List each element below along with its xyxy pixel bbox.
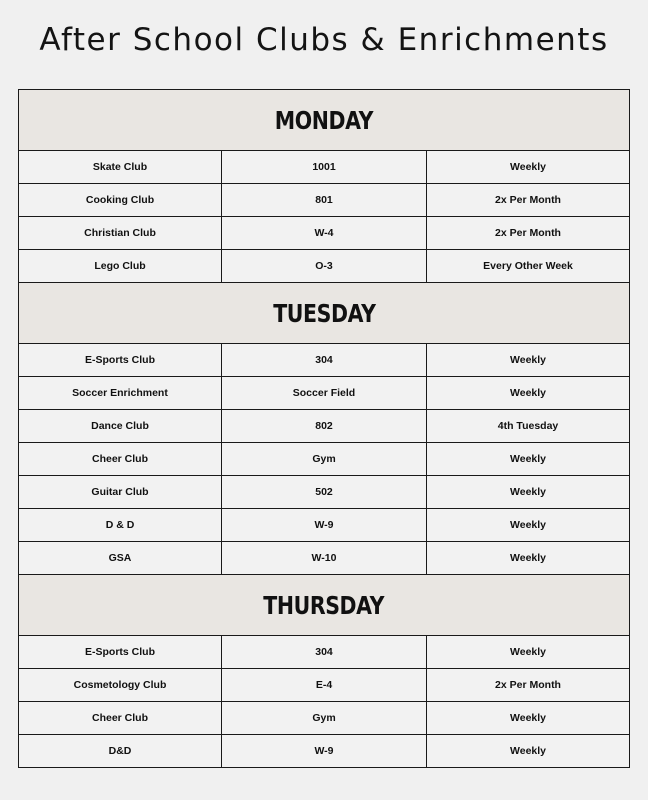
club-room: 304 [222,344,427,377]
club-room: Soccer Field [222,377,427,410]
day-header-cell [19,283,630,344]
club-frequency: Weekly [427,542,630,575]
table-row [19,542,630,575]
table-row [19,410,630,443]
day-header-cell [19,90,630,151]
club-room: Gym [222,443,427,476]
club-frequency: 2x Per Month [427,669,630,702]
club-name: Cheer Club [19,443,222,476]
club-name: D & D [19,509,222,542]
club-name: D&D [19,735,222,768]
day-header-tuesday [19,283,630,344]
club-frequency: Weekly [427,377,630,410]
club-room: W-9 [222,509,427,542]
club-name: Cheer Club [19,702,222,735]
club-name: E-Sports Club [19,636,222,669]
table-row [19,669,630,702]
club-name: GSA [19,542,222,575]
club-frequency: Weekly [427,476,630,509]
table-row [19,151,630,184]
table-row [19,377,630,410]
club-name: Dance Club [19,410,222,443]
club-room: Gym [222,702,427,735]
table-row [19,217,630,250]
club-room: O-3 [222,250,427,283]
club-name: Lego Club [19,250,222,283]
day-header-cell [19,575,630,636]
table-row [19,636,630,669]
club-room: 502 [222,476,427,509]
club-name: Skate Club [19,151,222,184]
club-frequency: Weekly [427,443,630,476]
day-name: MONDAY [274,105,374,135]
club-room: W-9 [222,735,427,768]
table-row [19,476,630,509]
club-frequency: 2x Per Month [427,217,630,250]
day-header-thursday [19,575,630,636]
club-frequency: Every Other Week [427,250,630,283]
club-room: E-4 [222,669,427,702]
club-room: W-4 [222,217,427,250]
club-frequency: Weekly [427,151,630,184]
table-row [19,344,630,377]
club-name: Guitar Club [19,476,222,509]
club-frequency: Weekly [427,735,630,768]
schedule-table [18,89,630,768]
page-title: After School Clubs & Enrichments [39,22,609,58]
day-name: TUESDAY [272,298,376,328]
table-row [19,443,630,476]
club-room: 304 [222,636,427,669]
club-name: Cooking Club [19,184,222,217]
club-frequency: Weekly [427,509,630,542]
club-room: 1001 [222,151,427,184]
table-row [19,702,630,735]
club-room: W-10 [222,542,427,575]
table-row [19,250,630,283]
club-frequency: 4th Tuesday [427,410,630,443]
club-frequency: 2x Per Month [427,184,630,217]
club-frequency: Weekly [427,702,630,735]
club-room: 802 [222,410,427,443]
day-header-monday [19,90,630,151]
table-row [19,735,630,768]
club-name: Christian Club [19,217,222,250]
club-name: Soccer Enrichment [19,377,222,410]
club-frequency: Weekly [427,344,630,377]
club-room: 801 [222,184,427,217]
table-row [19,509,630,542]
club-frequency: Weekly [427,636,630,669]
club-name: Cosmetology Club [19,669,222,702]
table-row [19,184,630,217]
day-name: THURSDAY [263,590,385,620]
club-name: E-Sports Club [19,344,222,377]
